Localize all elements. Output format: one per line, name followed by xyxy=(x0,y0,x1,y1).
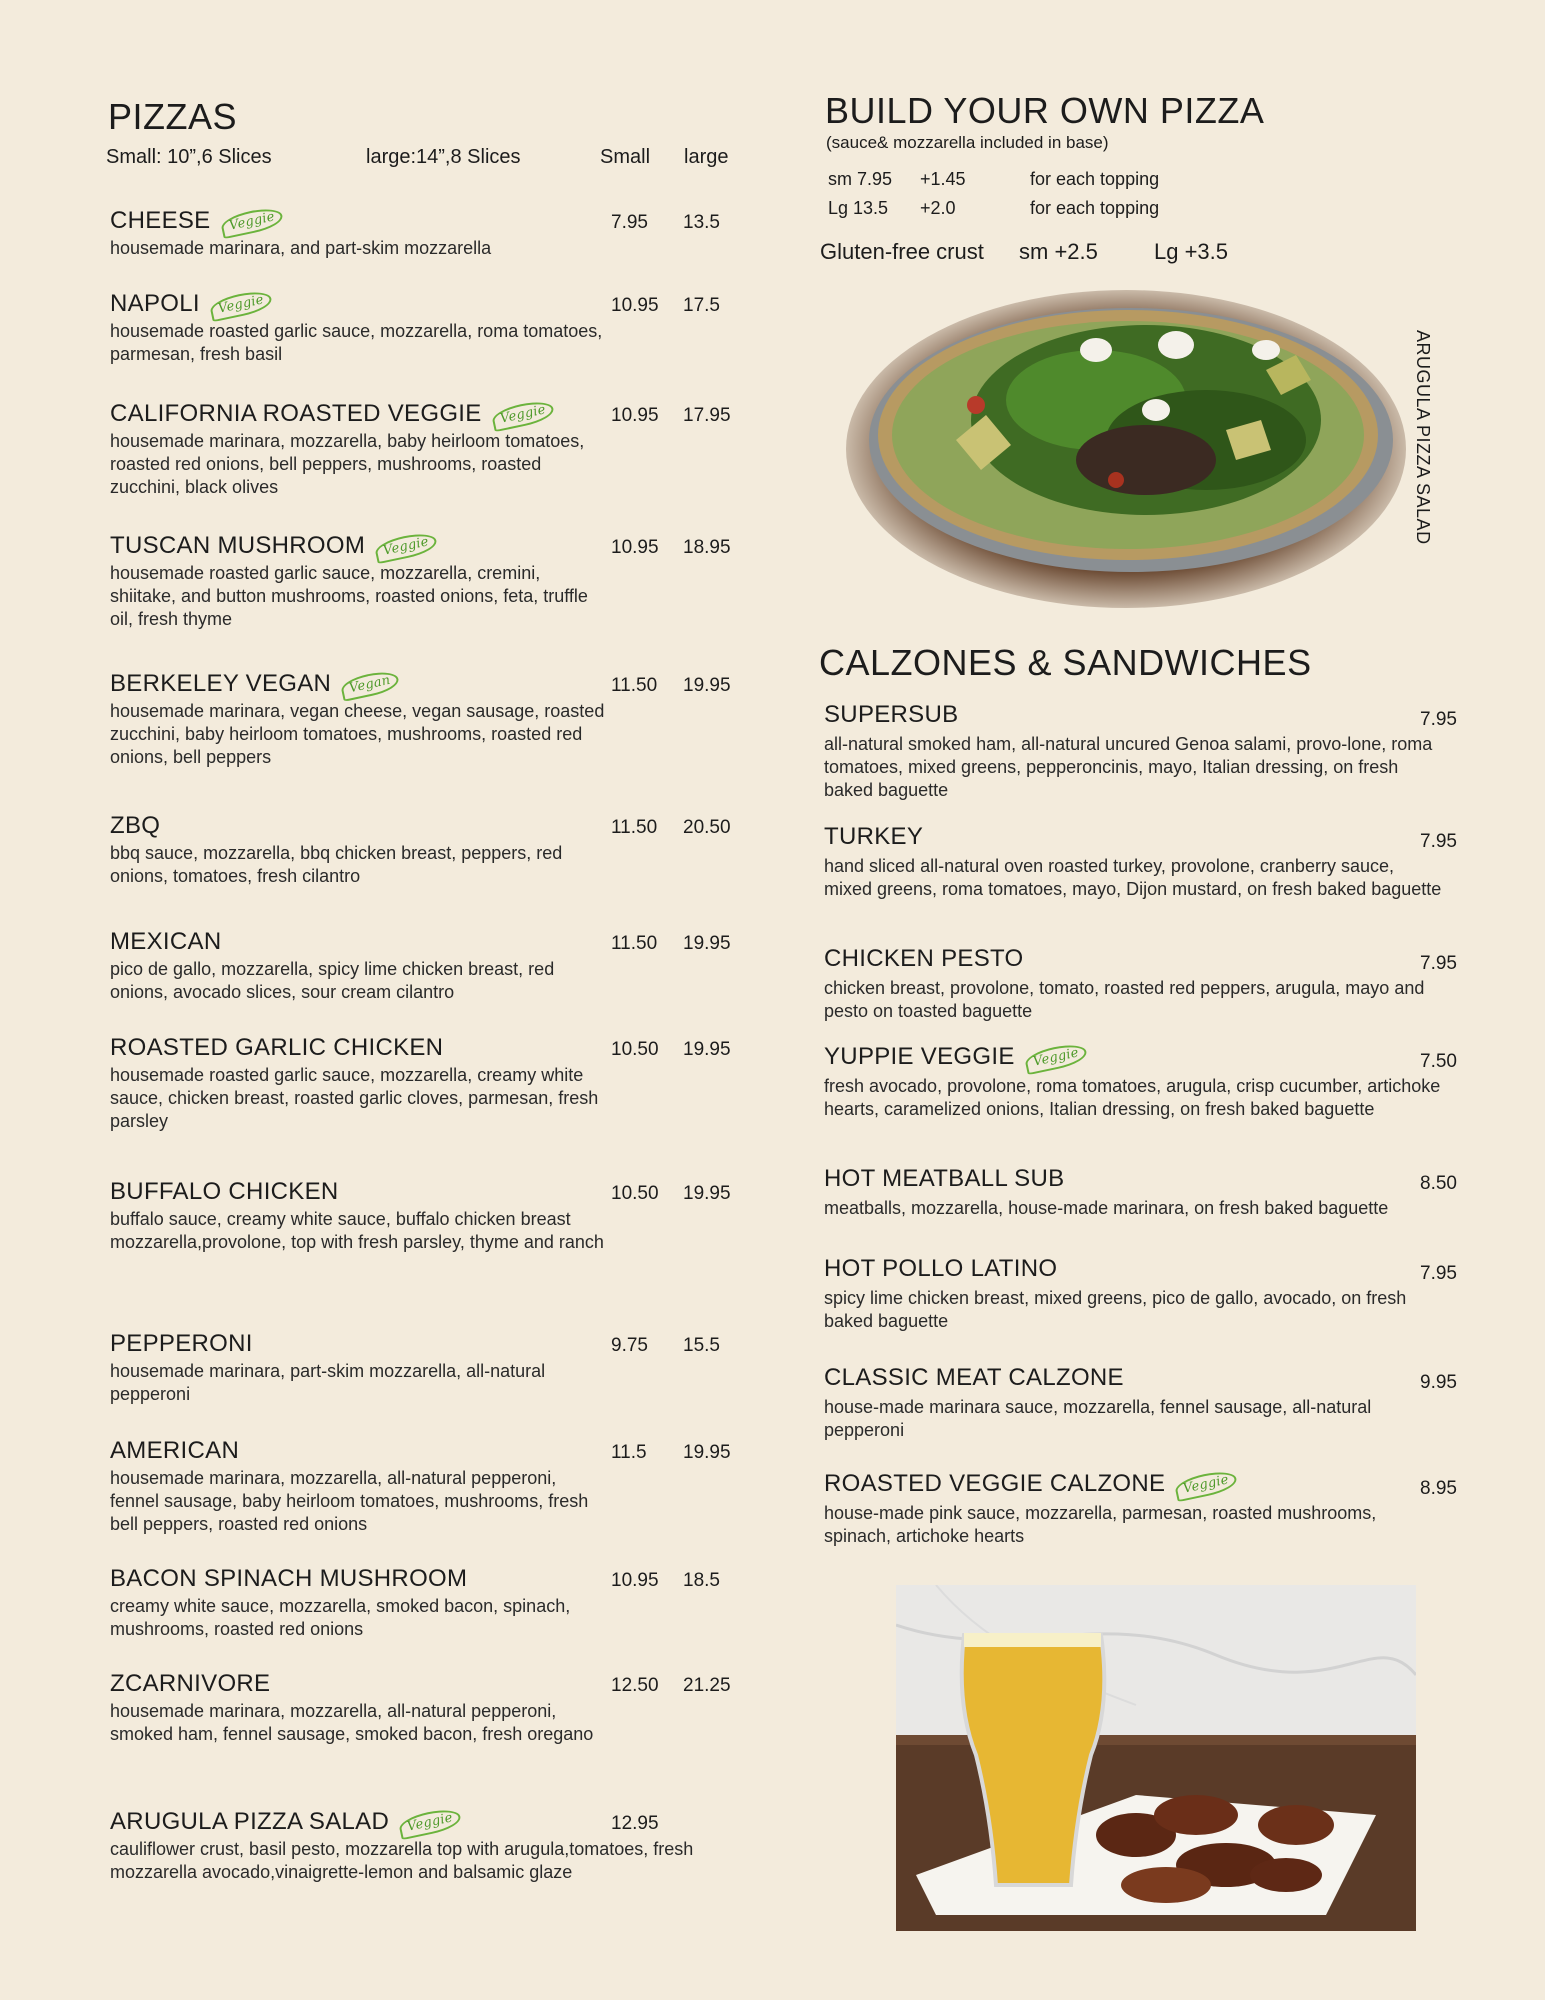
pizza-item xyxy=(110,1178,630,1254)
pizza-name: AMERICAN xyxy=(110,1437,240,1464)
sandwich-name-row xyxy=(824,1165,1474,1193)
sandwich-description: all-natural smoked ham, all-natural uncured Genoa salami, provo-lone, roma tomatoes, mixed greens, pepperoncinis, mayo, Italian dressing, on fresh baked baguette xyxy=(824,734,1433,800)
sandwich-name-row xyxy=(824,1043,1474,1071)
pizza-small-price: 10.50 xyxy=(611,1183,659,1204)
pizza-small-price: 12.95 xyxy=(611,1813,659,1834)
sandwich-description: house-made pink sauce, mozzarella, parmesan, roasted mushrooms, spinach, artichoke hearts xyxy=(824,1503,1377,1546)
pizza-name: ARUGULA PIZZA SALAD xyxy=(110,1808,390,1835)
sandwich-name-row xyxy=(824,823,1474,851)
pizza-name-row xyxy=(110,1330,630,1358)
pizza-large-price: 19.95 xyxy=(683,1039,731,1060)
sandwich-price: 7.95 xyxy=(1420,831,1457,852)
pizza-large-price: 15.5 xyxy=(683,1335,720,1356)
pizza-name-row xyxy=(110,1808,630,1836)
pizza-name: BACON SPINACH MUSHROOM xyxy=(110,1565,468,1592)
calzones-title: CALZONES & SANDWICHES xyxy=(819,642,1312,683)
byo-lg-topping-note: for each topping xyxy=(1030,198,1160,218)
veggie-badge-icon: Veggie xyxy=(1174,1467,1239,1501)
pizza-name-row xyxy=(110,928,630,956)
pizza-description: housemade roasted garlic sauce, mozzarella, creamy white sauce, chicken breast, roasted garlic cloves, parmesan, fresh parsley xyxy=(110,1065,599,1131)
pizza-description: creamy white sauce, mozzarella, smoked bacon, spinach, mushrooms, roasted red onions xyxy=(110,1596,571,1639)
pizza-large-price: 19.95 xyxy=(683,675,731,696)
sandwich-name-row xyxy=(824,701,1474,729)
pizza-name-row xyxy=(110,1178,630,1206)
sandwich-price: 8.50 xyxy=(1420,1173,1457,1194)
pizza-large-price: 20.50 xyxy=(683,817,731,838)
sandwich-name: TURKEY xyxy=(824,823,924,850)
pizza-small-price: 10.95 xyxy=(611,537,659,558)
sandwich-name: HOT MEATBALL SUB xyxy=(824,1165,1065,1192)
veggie-badge-icon: Veggie xyxy=(1023,1040,1088,1074)
pizza-name: TUSCAN MUSHROOM xyxy=(110,532,366,559)
arugula-pizza-photo xyxy=(846,290,1406,608)
sandwich-item xyxy=(824,1470,1474,1548)
pizza-name-row xyxy=(110,532,630,560)
pizza-small-price: 10.95 xyxy=(611,1570,659,1591)
pizza-large-price: 17.5 xyxy=(683,295,720,316)
sandwich-description: hand sliced all-natural oven roasted turkey, provolone, cranberry sauce, mixed greens, roma tomatoes, mayo, Dijon mustard, on fresh baked baguette xyxy=(824,856,1442,899)
pizza-small-price: 10.50 xyxy=(611,1039,659,1060)
pizza-description: housemade marinara, mozzarella, all-natural pepperoni, fennel sausage, baby heirloom tomatoes, mushrooms, fresh bell peppers, roasted red onions xyxy=(110,1468,589,1534)
byo-sm-topping-price: +1.45 xyxy=(920,169,966,189)
size-small-info: Small: 10”,6 Slices xyxy=(106,146,272,168)
sandwich-item xyxy=(824,1255,1474,1333)
pizza-item xyxy=(110,670,630,769)
pizza-small-price: 10.95 xyxy=(611,405,659,426)
pizza-description: buffalo sauce, creamy white sauce, buffalo chicken breast mozzarella,provolone, top with fresh parsley, thyme and ranch xyxy=(110,1209,604,1252)
sandwich-name-row xyxy=(824,1364,1474,1392)
pizza-item xyxy=(110,207,630,260)
pizza-item xyxy=(110,928,630,1004)
sandwich-item xyxy=(824,823,1474,901)
pizza-item xyxy=(110,1437,630,1536)
sandwich-price: 7.95 xyxy=(1420,953,1457,974)
sandwich-description: chicken breast, provolone, tomato, roasted red peppers, arugula, mayo and pesto on toasted baguette xyxy=(824,978,1425,1021)
sandwich-name: HOT POLLO LATINO xyxy=(824,1255,1058,1282)
byo-title: BUILD YOUR OWN PIZZA xyxy=(825,90,1265,131)
pizza-description: cauliflower crust, basil pesto, mozzarella top with arugula,tomatoes, fresh mozzarella avocado,vinaigrette-lemon and balsamic glaze xyxy=(110,1839,694,1882)
pizza-name-row xyxy=(110,1565,630,1593)
pizza-description: housemade marinara, vegan cheese, vegan sausage, roasted zucchini, baby heirloom tomatoes, mushrooms, roasted red onions, bell peppers xyxy=(110,701,605,767)
pizza-large-price: 13.5 xyxy=(683,212,720,233)
sandwich-price: 7.95 xyxy=(1420,709,1457,730)
pizza-item xyxy=(110,1330,630,1406)
pizza-small-price: 9.75 xyxy=(611,1335,648,1356)
pizza-item xyxy=(110,532,630,631)
pizza-name-row xyxy=(110,1034,630,1062)
pizza-large-price: 19.95 xyxy=(683,1442,731,1463)
sandwich-name: CHICKEN PESTO xyxy=(824,945,1024,972)
sandwich-name: SUPERSUB xyxy=(824,701,959,728)
sandwich-name-row xyxy=(824,1255,1474,1283)
byo-subtitle: (sauce& mozzarella included in base) xyxy=(826,133,1109,152)
pizza-item xyxy=(110,1670,630,1746)
pizza-large-price: 19.95 xyxy=(683,1183,731,1204)
column-large-header: large xyxy=(684,146,729,168)
pizza-large-price: 19.95 xyxy=(683,933,731,954)
pizza-name: CHEESE xyxy=(110,207,211,234)
sandwich-price: 9.95 xyxy=(1420,1372,1457,1393)
pizza-name-row xyxy=(110,812,630,840)
pizza-name: CALIFORNIA ROASTED VEGGIE xyxy=(110,400,482,427)
pizza-item xyxy=(110,290,630,366)
pizza-name-row xyxy=(110,290,630,318)
sandwich-name-row xyxy=(824,1470,1474,1498)
gluten-free-lg-price: Lg +3.5 xyxy=(1154,239,1229,264)
pizza-name: ROASTED GARLIC CHICKEN xyxy=(110,1034,444,1061)
vegan-badge-icon: Vegan xyxy=(340,668,401,702)
gluten-free-sm-price: sm +2.5 xyxy=(1019,239,1098,264)
byo-lg-price: Lg 13.5 xyxy=(828,198,889,218)
pizza-small-price: 11.50 xyxy=(611,933,658,954)
pizza-small-price: 11.50 xyxy=(611,675,658,696)
pizza-description: housemade marinara, and part-skim mozzarella xyxy=(110,238,492,258)
sandwich-item xyxy=(824,701,1474,802)
sandwich-name-row xyxy=(824,945,1474,973)
sandwich-item xyxy=(824,1043,1474,1121)
veggie-badge-icon: Veggie xyxy=(219,204,284,238)
pizza-name: PEPPERONI xyxy=(110,1330,253,1357)
sandwich-description: fresh avocado, provolone, roma tomatoes, arugula, crisp cucumber, artichoke hearts, caramelized onions, Italian dressing, on fresh baked baguette xyxy=(824,1076,1441,1119)
veggie-badge-icon: Veggie xyxy=(208,287,273,321)
sandwich-description: house-made marinara sauce, mozzarella, fennel sausage, all-natural pepperoni xyxy=(824,1397,1372,1440)
pizza-description: housemade marinara, mozzarella, baby heirloom tomatoes, roasted red onions, bell peppers, mushrooms, roasted zucchini, black olives xyxy=(110,431,585,497)
veggie-badge-icon: Veggie xyxy=(490,397,555,431)
pizza-name-row xyxy=(110,670,630,698)
sandwich-item xyxy=(824,1165,1474,1220)
sandwich-price: 8.95 xyxy=(1420,1478,1457,1499)
pizza-description: housemade roasted garlic sauce, mozzarella, roma tomatoes, parmesan, fresh basil xyxy=(110,321,603,364)
pizza-name: BERKELEY VEGAN xyxy=(110,670,332,697)
sandwich-name: CLASSIC MEAT CALZONE xyxy=(824,1364,1124,1391)
pizza-large-price: 21.25 xyxy=(683,1675,731,1696)
beer-and-wings-photo xyxy=(896,1585,1416,1931)
pizza-description: pico de gallo, mozzarella, spicy lime chicken breast, red onions, avocado slices, sour cream cilantro xyxy=(110,959,555,1002)
pizza-description: housemade marinara, mozzarella, all-natural pepperoni, smoked ham, fennel sausage, smoked bacon, fresh oregano xyxy=(110,1701,594,1744)
gluten-free-label: Gluten-free crust xyxy=(820,239,984,264)
sandwich-name: YUPPIE VEGGIE xyxy=(824,1043,1015,1070)
pizza-item xyxy=(110,1565,630,1641)
pizza-small-price: 12.50 xyxy=(611,1675,659,1696)
sandwich-item xyxy=(824,945,1474,1023)
pizza-description: housemade roasted garlic sauce, mozzarella, cremini, shiitake, and button mushrooms, roasted onions, feta, truffle oil, fresh thyme xyxy=(110,563,588,629)
sandwich-description: spicy lime chicken breast, mixed greens, pico de gallo, avocado, on fresh baked baguette xyxy=(824,1288,1407,1331)
byo-sm-price: sm 7.95 xyxy=(828,169,893,189)
pizza-item xyxy=(110,400,630,499)
pizza-name: NAPOLI xyxy=(110,290,200,317)
pizza-name-row xyxy=(110,1437,630,1465)
pizza-description: bbq sauce, mozzarella, bbq chicken breast, peppers, red onions, tomatoes, fresh cilantro xyxy=(110,843,563,886)
photo-caption: ARUGULA PIZZA SALAD xyxy=(1413,330,1433,545)
pizza-small-price: 11.5 xyxy=(611,1442,647,1463)
sandwich-price: 7.50 xyxy=(1420,1051,1457,1072)
sandwich-name: ROASTED VEGGIE CALZONE xyxy=(824,1470,1166,1497)
byo-lg-topping-price: +2.0 xyxy=(920,198,956,218)
sandwich-item xyxy=(824,1364,1474,1442)
pizza-large-price: 18.95 xyxy=(683,537,731,558)
size-large-info: large:14”,8 Slices xyxy=(366,146,521,168)
veggie-badge-icon: Veggie xyxy=(374,529,439,563)
veggie-badge-icon: Veggie xyxy=(398,1805,463,1839)
pizza-description: housemade marinara, part-skim mozzarella, all-natural pepperoni xyxy=(110,1361,546,1404)
pizza-name: ZBQ xyxy=(110,812,161,839)
pizza-name-row xyxy=(110,400,630,428)
pizza-item xyxy=(110,812,630,888)
pizza-name-row xyxy=(110,207,630,235)
pizza-large-price: 18.5 xyxy=(683,1570,720,1591)
pizza-name-row xyxy=(110,1670,630,1698)
pizza-small-price: 11.50 xyxy=(611,817,658,838)
sandwich-description: meatballs, mozzarella, house-made marinara, on fresh baked baguette xyxy=(824,1198,1389,1218)
column-small-header: Small xyxy=(600,146,651,168)
pizza-name: MEXICAN xyxy=(110,928,222,955)
pizza-item xyxy=(110,1034,630,1133)
pizza-name: ZCARNIVORE xyxy=(110,1670,271,1697)
pizza-small-price: 7.95 xyxy=(611,212,648,233)
pizza-small-price: 10.95 xyxy=(611,295,659,316)
sandwich-price: 7.95 xyxy=(1420,1263,1457,1284)
pizzas-title: PIZZAS xyxy=(108,96,238,137)
byo-sm-topping-note: for each topping xyxy=(1030,169,1160,189)
pizza-large-price: 17.95 xyxy=(683,405,731,426)
pizza-name: BUFFALO CHICKEN xyxy=(110,1178,339,1205)
